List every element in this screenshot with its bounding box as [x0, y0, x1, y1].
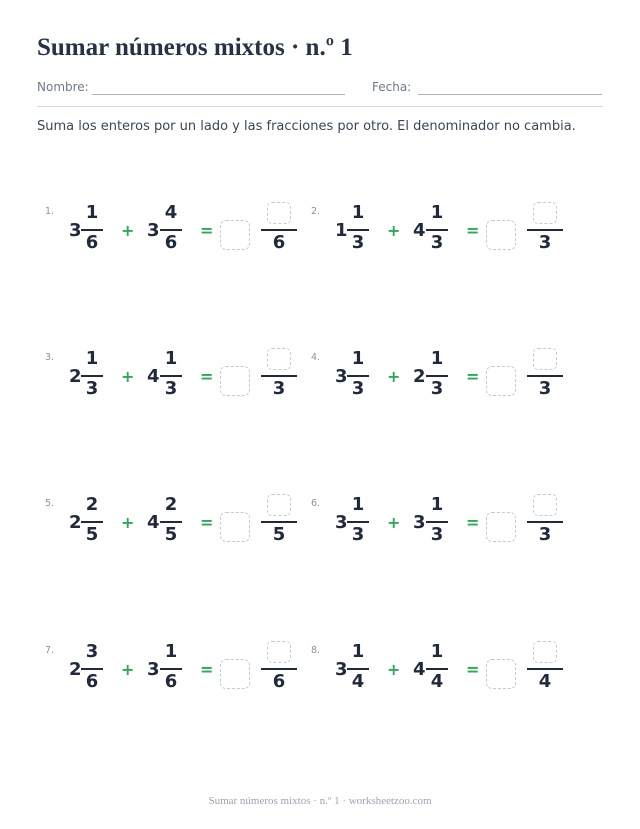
problem-number: 7.	[45, 645, 55, 656]
fraction-bar	[160, 521, 182, 523]
addend-whole: 2	[69, 659, 82, 680]
fraction-numerator: 1	[430, 202, 444, 223]
fraction-bar	[347, 229, 369, 231]
fraction-denominator: 5	[164, 524, 178, 545]
name-field[interactable]	[92, 94, 345, 95]
addend-whole: 2	[69, 366, 82, 387]
fraction-numerator: 1	[164, 641, 178, 662]
problem	[45, 202, 315, 276]
fraction-denominator: 6	[85, 671, 99, 692]
problem	[311, 494, 581, 568]
answer-whole-box[interactable]	[220, 220, 250, 250]
answer-denominator: 6	[272, 232, 286, 253]
fraction-bar	[347, 668, 369, 670]
answer-fraction-bar	[527, 375, 563, 377]
addend-whole: 2	[69, 512, 82, 533]
problem-number: 4.	[311, 352, 321, 363]
answer-fraction-bar	[261, 668, 297, 670]
name-label: Nombre:	[37, 80, 89, 94]
equals-sign: =	[200, 367, 214, 386]
fraction-numerator: 2	[164, 494, 178, 515]
plus-sign: +	[387, 367, 401, 386]
answer-numerator-box[interactable]	[533, 494, 557, 516]
fraction-denominator: 5	[85, 524, 99, 545]
answer-whole-box[interactable]	[486, 512, 516, 542]
answer-denominator: 3	[538, 378, 552, 399]
problem-number: 3.	[45, 352, 55, 363]
equals-sign: =	[200, 513, 214, 532]
fraction-denominator: 3	[430, 524, 444, 545]
addend-whole: 4	[147, 512, 160, 533]
fraction-denominator: 3	[351, 378, 365, 399]
answer-numerator-box[interactable]	[533, 348, 557, 370]
answer-denominator: 3	[272, 378, 286, 399]
equals-sign: =	[200, 221, 214, 240]
problem-number: 5.	[45, 498, 55, 509]
answer-whole-box[interactable]	[220, 659, 250, 689]
fraction-numerator: 3	[85, 641, 99, 662]
fraction-bar	[81, 229, 103, 231]
problem	[311, 202, 581, 276]
fraction-bar	[426, 668, 448, 670]
equals-sign: =	[200, 660, 214, 679]
problem	[45, 494, 315, 568]
addend-whole: 3	[413, 512, 426, 533]
fraction-numerator: 1	[85, 348, 99, 369]
answer-numerator-box[interactable]	[267, 348, 291, 370]
date-field[interactable]	[418, 94, 602, 95]
plus-sign: +	[121, 221, 135, 240]
fraction-numerator: 4	[164, 202, 178, 223]
problem	[311, 641, 581, 715]
fraction-denominator: 3	[85, 378, 99, 399]
addend-whole: 3	[335, 659, 348, 680]
page-title: Sumar números mixtos · n.º 1	[37, 34, 353, 61]
answer-denominator: 3	[538, 524, 552, 545]
fraction-bar	[160, 375, 182, 377]
answer-fraction-bar	[527, 229, 563, 231]
fraction-denominator: 3	[351, 524, 365, 545]
addend-whole: 3	[335, 366, 348, 387]
fraction-bar	[160, 668, 182, 670]
fraction-denominator: 6	[85, 232, 99, 253]
answer-fraction-bar	[527, 521, 563, 523]
fraction-bar	[426, 521, 448, 523]
addend-whole: 1	[335, 220, 348, 241]
date-label: Fecha:	[372, 80, 412, 94]
answer-whole-box[interactable]	[220, 366, 250, 396]
answer-fraction-bar	[527, 668, 563, 670]
addend-whole: 2	[413, 366, 426, 387]
addend-whole: 4	[413, 220, 426, 241]
answer-whole-box[interactable]	[220, 512, 250, 542]
problem	[311, 348, 581, 422]
problem	[45, 641, 315, 715]
fraction-numerator: 1	[351, 348, 365, 369]
fraction-denominator: 3	[430, 232, 444, 253]
addend-whole: 4	[147, 366, 160, 387]
fraction-denominator: 4	[351, 671, 365, 692]
answer-numerator-box[interactable]	[533, 641, 557, 663]
addend-whole: 3	[147, 659, 160, 680]
fraction-denominator: 6	[164, 671, 178, 692]
plus-sign: +	[387, 221, 401, 240]
fraction-numerator: 1	[351, 641, 365, 662]
problem-number: 1.	[45, 206, 55, 217]
addend-whole: 4	[413, 659, 426, 680]
fraction-numerator: 1	[351, 202, 365, 223]
equals-sign: =	[466, 513, 480, 532]
problem	[45, 348, 315, 422]
fraction-denominator: 3	[430, 378, 444, 399]
answer-numerator-box[interactable]	[267, 641, 291, 663]
plus-sign: +	[121, 367, 135, 386]
fraction-bar	[426, 375, 448, 377]
answer-denominator: 5	[272, 524, 286, 545]
fraction-denominator: 3	[351, 232, 365, 253]
fraction-bar	[81, 521, 103, 523]
fraction-denominator: 4	[430, 671, 444, 692]
answer-numerator-box[interactable]	[267, 494, 291, 516]
fraction-bar	[347, 521, 369, 523]
fraction-numerator: 1	[164, 348, 178, 369]
answer-denominator: 4	[538, 671, 552, 692]
fraction-denominator: 3	[164, 378, 178, 399]
answer-denominator: 3	[538, 232, 552, 253]
page-footer: Sumar números mixtos · n.º 1 · worksheetzoo.com	[208, 795, 432, 807]
fraction-numerator: 2	[85, 494, 99, 515]
answer-fraction-bar	[261, 229, 297, 231]
instructions: Suma los enteros por un lado y las fracciones por otro. El denominador no cambia.	[37, 119, 576, 134]
equals-sign: =	[466, 660, 480, 679]
problem-number: 6.	[311, 498, 321, 509]
problem-number: 8.	[311, 645, 321, 656]
fraction-bar	[81, 668, 103, 670]
fraction-denominator: 6	[164, 232, 178, 253]
header-divider	[37, 106, 603, 107]
fraction-bar	[347, 375, 369, 377]
addend-whole: 3	[335, 512, 348, 533]
equals-sign: =	[466, 221, 480, 240]
plus-sign: +	[121, 660, 135, 679]
answer-fraction-bar	[261, 375, 297, 377]
fraction-numerator: 1	[430, 494, 444, 515]
answer-fraction-bar	[261, 521, 297, 523]
answer-numerator-box[interactable]	[533, 202, 557, 224]
answer-whole-box[interactable]	[486, 659, 516, 689]
fraction-numerator: 1	[85, 202, 99, 223]
addend-whole: 3	[147, 220, 160, 241]
equals-sign: =	[466, 367, 480, 386]
fraction-bar	[81, 375, 103, 377]
plus-sign: +	[121, 513, 135, 532]
plus-sign: +	[387, 660, 401, 679]
answer-whole-box[interactable]	[486, 366, 516, 396]
plus-sign: +	[387, 513, 401, 532]
fraction-numerator: 1	[430, 348, 444, 369]
fraction-numerator: 1	[351, 494, 365, 515]
fraction-bar	[426, 229, 448, 231]
addend-whole: 3	[69, 220, 82, 241]
fraction-numerator: 1	[430, 641, 444, 662]
answer-numerator-box[interactable]	[267, 202, 291, 224]
answer-whole-box[interactable]	[486, 220, 516, 250]
fraction-bar	[160, 229, 182, 231]
problem-number: 2.	[311, 206, 321, 217]
answer-denominator: 6	[272, 671, 286, 692]
